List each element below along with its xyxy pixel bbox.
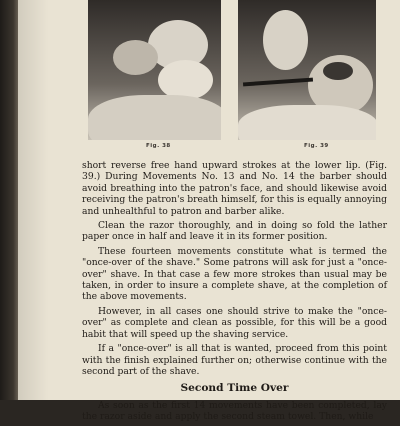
figure-row xyxy=(66,0,381,165)
paragraph-6: As soon as the first 14 movements have been completed, lay the razor aside and apply the second steam towel. Then, while xyxy=(82,399,387,423)
book-page xyxy=(18,0,400,423)
paragraph-5: If a "once-over" is all that is wanted, proceed from this point with the finish explained further on; otherwise continue with the second part of the shave. xyxy=(82,343,387,377)
section-heading: Second Time Over xyxy=(180,382,289,395)
figure-39-caption: Fig. 39 xyxy=(304,143,329,149)
figure-38-photo xyxy=(88,0,221,140)
paragraph-2: Clean the razor thoroughly, and in doing so fold the lather paper once in half and leave it in its former position. xyxy=(82,220,387,243)
paragraph-1: short reverse free hand upward strokes at the lower lip. (Fig. 39.) During Movements No. 13 and No. 14 the barber should avoid breathing into the patron's face, and should likewise avoid receiving the patron's breath himself, for this is equally annoying and unhealthful to patron and barber alike. xyxy=(82,160,387,217)
paragraph-3: These fourteen movements constitute what is termed the "once-over of the shave." Some patrons will ask for just a "once-over" shave. In that case a few more strokes than usual may be taken, in order to insure a complete shave, at the completion of the above movements. xyxy=(82,245,387,303)
figure-38-caption: Fig. 38 xyxy=(146,143,171,149)
paragraph-4: However, in all cases one should strive to make the "once-over" as complete and clean as possible, for this will be a good habit that will speed up the shaving service. xyxy=(82,305,387,340)
body-text xyxy=(82,160,387,426)
figure-39-photo xyxy=(238,0,376,140)
